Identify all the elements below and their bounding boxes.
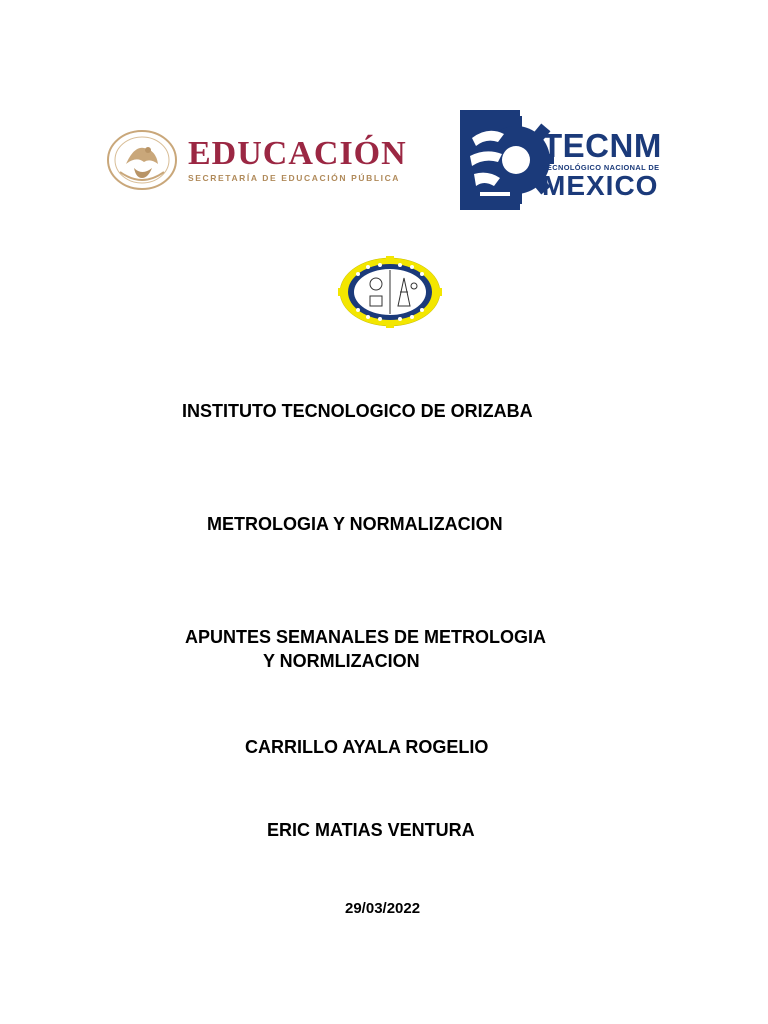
tecnm-logo-title: TECNM: [542, 127, 662, 164]
student-name: CARRILLO AYALA ROGELIO: [245, 737, 489, 757]
tecnm-logo: [542, 127, 662, 201]
document-date: 29/03/2022: [345, 900, 421, 917]
tecnm-logo-subtitle: TECNOLÓGICO NACIONAL DE: [542, 163, 660, 172]
ito-emblem-icon: [338, 256, 442, 328]
header-logos: [0, 104, 768, 216]
tecnm-logo-country: MEXICO: [542, 170, 659, 201]
institution-name: INSTITUTO TECNOLOGICO DE ORIZABA: [182, 401, 533, 421]
teacher-name: ERIC MATIAS VENTURA: [267, 820, 475, 840]
sep-logo: [188, 136, 407, 183]
sep-logo-title: EDUCACIÓN: [188, 135, 407, 172]
document-title-line2: Y NORMLIZACION: [263, 651, 420, 671]
subject-name: METROLOGIA Y NORMALIZACION: [207, 514, 503, 534]
sep-logo-subtitle: SECRETARÍA DE EDUCACIÓN PÚBLICA: [188, 173, 401, 183]
mexico-seal-icon: [104, 128, 180, 192]
tecnm-gear-icon: [458, 108, 554, 212]
document-title-line1: APUNTES SEMANALES DE METROLOGIA: [185, 627, 547, 647]
